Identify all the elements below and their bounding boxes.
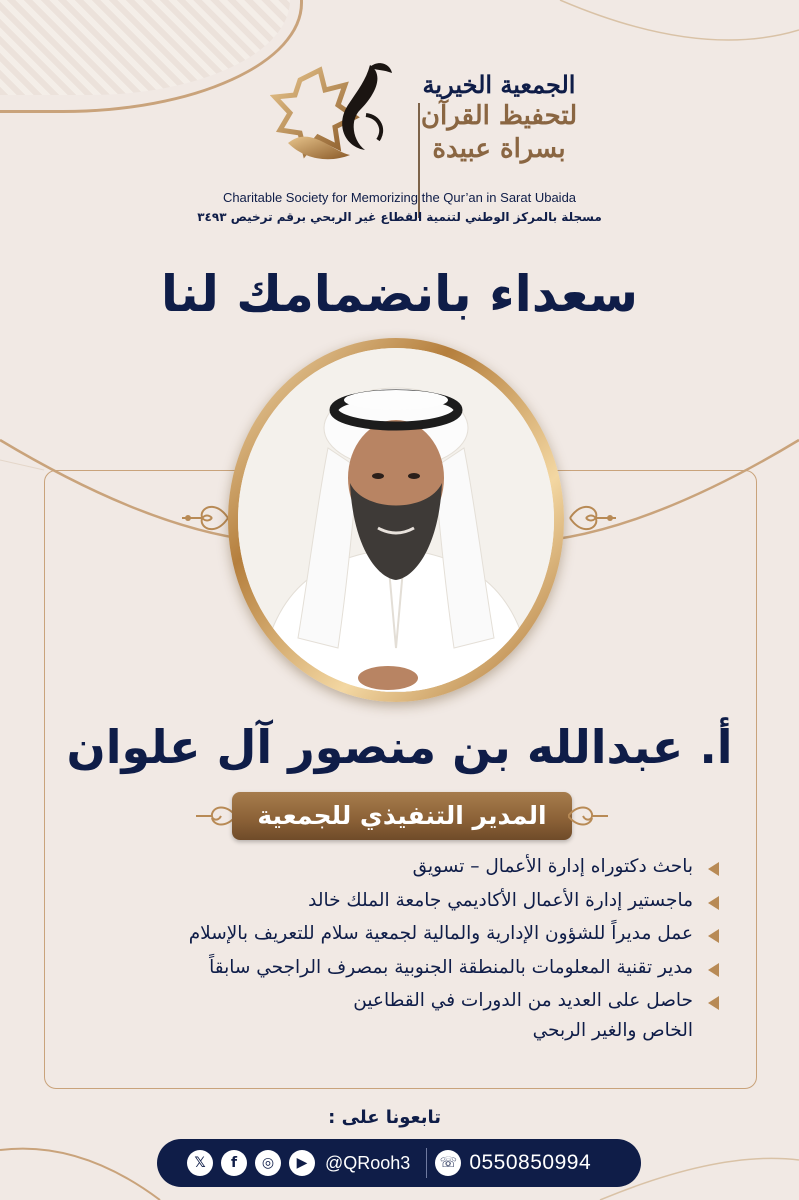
person-name: أ. عبدالله بن منصور آل علوان (66, 720, 733, 774)
qualifications-list (79, 852, 719, 1050)
portrait-photo (238, 348, 554, 692)
follow-label: تابعونا على : (328, 1107, 441, 1128)
qualification-text: باحث دكتوراه إدارة الأعمال – تسويق (412, 856, 693, 877)
org-name-line3: بسراة عبيدة (432, 133, 566, 164)
person-silhouette (238, 348, 554, 692)
list-item (79, 919, 719, 949)
bullet-arrow-icon (708, 896, 719, 910)
ribbon-right-ornament-icon (568, 796, 608, 836)
right-ornament-icon (568, 493, 618, 543)
bullet-arrow-icon (708, 929, 719, 943)
list-item (79, 852, 719, 882)
ribbon-left-ornament-icon (196, 796, 236, 836)
list-item (79, 953, 719, 983)
qualification-text: مدير تقنية المعلومات بالمنطقة الجنوبية بمصرف الراجحي سابقاً (209, 956, 693, 978)
divider (426, 1148, 427, 1178)
qualification-text: ماجستير إدارة الأعمال الأكاديمي جامعة الملك خالد (308, 889, 693, 911)
instagram-icon[interactable]: ◎ (255, 1150, 281, 1176)
qualification-text: حاصل على العديد من الدورات في القطاعين (353, 990, 693, 1012)
bullet-arrow-icon (708, 963, 719, 977)
welcome-headline: سعداء بانضمامك لنا (160, 265, 639, 323)
x-icon[interactable]: 𝕏 (187, 1150, 213, 1176)
list-item (79, 986, 719, 1045)
left-ornament-icon (180, 493, 230, 543)
bullet-arrow-icon (708, 862, 719, 876)
phone-icon: ☏ (435, 1150, 461, 1176)
list-item (79, 886, 719, 916)
contact-bar (157, 1139, 641, 1187)
phone-number[interactable]: 0550850994 (469, 1151, 592, 1174)
org-name-line1: الجمعية الخيرية (422, 70, 576, 99)
org-name-line2: لتحفيظ القرآن (420, 101, 578, 131)
social-handle[interactable]: @QRooh3 (325, 1152, 411, 1173)
org-name-english: Charitable Society for Memorizing the Qur’an in Sarat Ubaida (222, 190, 577, 205)
role-ribbon: المدير التنفيذي للجمعية (232, 792, 572, 840)
corner-arc (0, 0, 303, 113)
qualification-text-continued: الخاص والغير الربحي (532, 1019, 693, 1041)
facebook-icon[interactable]: f (221, 1150, 247, 1176)
bullet-arrow-icon (708, 996, 719, 1010)
society-logo-icon (270, 55, 400, 170)
youtube-icon[interactable]: ▶ (289, 1150, 315, 1176)
org-title (409, 70, 589, 165)
qualification-text: عمل مديراً للشؤون الإدارية والمالية لجمعية سلام للتعريف بالإسلام (188, 923, 693, 945)
portrait-frame (228, 338, 564, 702)
registration-text: مسجلة بالمركز الوطني لتنمية القطاع غير الربحي برقم ترخيص ٣٤٩٣ (197, 210, 602, 224)
